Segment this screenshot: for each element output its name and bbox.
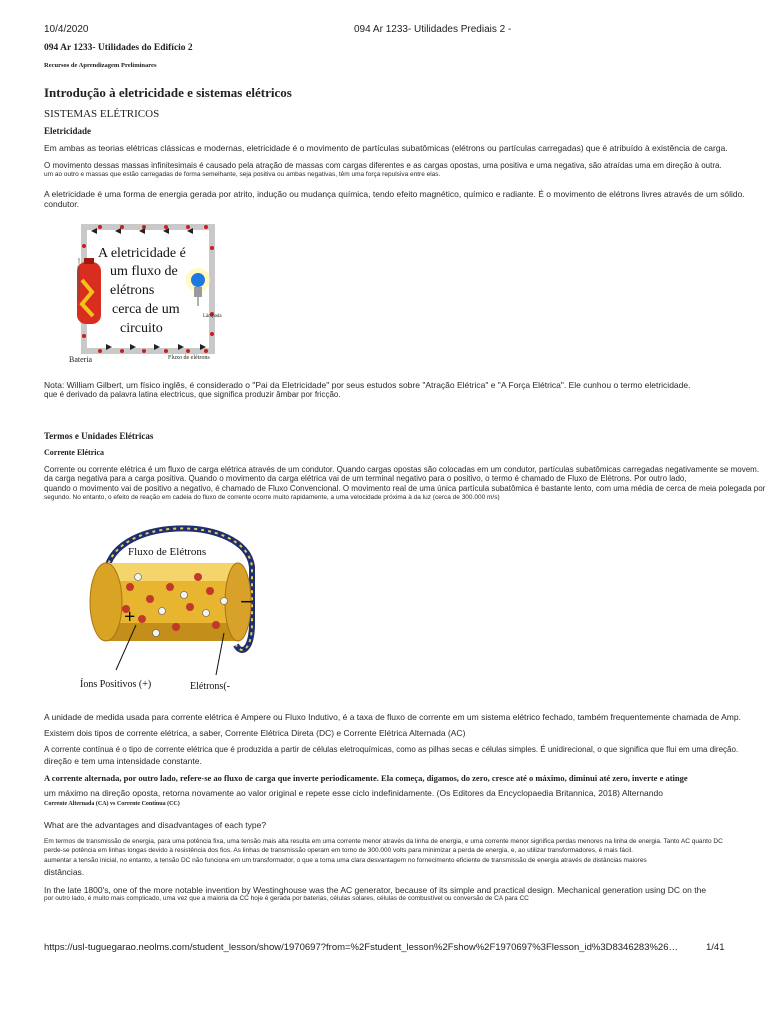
figure1-line2: um fluxo de <box>110 264 178 279</box>
ampere-definition: A unidade de medida usada para corrente elétrica é Ampere ou Fluxo Indutivo, é a taxa de fluxo de corrente em um sistema elétrico fechado, também frequentemente chamada de Amp. <box>44 712 741 722</box>
advantages-question: What are the advantages and disadvantages of each type? <box>44 820 267 830</box>
note-line-2: que é derivado da palavra latina electricus, que significa produzir âmbar por fricção. <box>44 390 341 399</box>
section-label: Eletricidade <box>44 126 91 136</box>
electron-flow-label: Fluxo de Elétrons <box>128 546 207 558</box>
paragraph-electricity-2a: O movimento dessas massas infinitesimais é causado pela atração de massas com cargas diferentes e as cargas opostas, uma positiva e uma negativa, são atraídas uma em direção à outra. <box>44 161 722 170</box>
lamp-label: Lâmpada <box>203 314 222 319</box>
dc-definition-1: A corrente contínua é o tipo de corrente elétrica que é produzida a partir de células eletroquímicas, como as pilhas secas e células simples. É unidirecional, o que significa que flui em uma direção. <box>44 745 739 754</box>
positive-ions-label: Íons Positivos (+) <box>80 679 152 690</box>
ac-vs-dc-caption: Corrente Alternada (CA) vs Corrente Contínua (CC) <box>44 801 180 807</box>
figure1-line4: cerca de um <box>112 302 180 317</box>
ac-definition-1: A corrente alternada, por outro lado, refere-se ao fluxo de carga que inverte periodicamente. Ela começa, digamos, do zero, cresce até o máximo, diminui até zero, inverte e atinge <box>44 773 688 783</box>
current-definition-1: Corrente ou corrente elétrica é um fluxo de carga elétrica através de um condutor. Quando cargas opostas são colocadas em um condutor, partículas subatômicas carregadas negativamente se movem. <box>44 465 760 474</box>
figure1-line1: A eletricidade é <box>98 246 186 261</box>
paragraph-electricity-2b: um ao outro e massas que estão carregadas de forma semelhante, seja positiva ou ambas negativas, têm uma força repulsiva entre elas. <box>44 171 441 178</box>
ac-definition-2: um máximo na direção oposta, retorna novamente ao valor original e repete esse ciclo indefinidamente. (Os Editores da Encyclopaedia Britannica, 2018) Alternando <box>44 788 663 798</box>
section-subheading: SISTEMAS ELÉTRICOS <box>44 108 160 120</box>
figure1-line5: circuito <box>120 321 163 336</box>
transmission-paragraph-3: aumentar a tensão inicial, no entanto, a tensão DC não funciona em um transformador, o que a torna uma clara desvantagem no fornecimento eficiente de transmissão de energia através de distâncias maiores <box>44 857 647 864</box>
print-title: 094 Ar 1233- Utilidades Prediais 2 - <box>354 24 512 35</box>
minus-sign: − <box>240 589 253 614</box>
paragraph-electricity-3b: condutor. <box>44 199 79 209</box>
plus-sign: + <box>124 606 136 628</box>
course-title: 094 Ar 1233- Utilidades do Edifício 2 <box>44 43 193 53</box>
figure1-line3: elétrons <box>110 283 155 298</box>
paragraph-electricity-1: Em ambas as teorias elétricas clássicas e modernas, eletricidade é o movimento de partículas subatômicas (elétrons ou partículas carregadas) que é atribuído à existência de carga. <box>44 143 728 153</box>
circuit-figure <box>60 218 240 366</box>
electrons-label: Elétrons(- <box>190 681 230 692</box>
print-date: 10/4/2020 <box>44 24 89 35</box>
current-definition-4: segundo. No entanto, o efeito de reação em cadeia do fluxo de corrente ocorre muito rapidamente, a uma velocidade próxima à da luz (cerca de 300.000 m/s) <box>44 494 500 501</box>
westinghouse-line-2: por outro lado, é muito mais complicado, uma vez que a maioria da CC hoje é gerada por baterias, células solares, células de combustível ou conversão de CA para CC <box>44 895 529 902</box>
terms-heading: Termos e Unidades Elétricas <box>44 431 154 441</box>
current-definition-3: quando o movimento vai de positivo a negativo, é chamado de Fluxo Convencional. O movimento real de uma única partícula subatômica é bastante lento, com uma média de cerca de meia polegada por <box>44 484 766 493</box>
current-types: Existem dois tipos de corrente elétrica, a saber, Corrente Elétrica Direta (DC) e Corrente Elétrica Alternada (AC) <box>44 728 466 738</box>
flow-label: Fluxo de elétrons <box>168 355 210 361</box>
electron-flow-figure <box>66 505 270 695</box>
page-number: 1/41 <box>706 942 725 953</box>
transmission-paragraph-1: Em termos de transmissão de energia, para uma potência fixa, uma tensão mais alta resulta em uma corrente menor através da linha de energia, e uma corrente menor significa perdas menores na linha de energia. Tanto AC quanto DC <box>44 838 723 845</box>
transmission-paragraph-2: perde-se potência em linhas longas devido à resistência dos fios. As linhas de transmissão operam em torno de 300.000 volts para minimizar a perda de energia, e, ao utilizar transformadores, é mais fácil. <box>44 847 633 854</box>
note-line-1: Nota: William Gilbert, um físico inglês, é considerado o "Pai da Eletricidade" por seus estudos sobre "Atração Elétrica" e "A Força Elétrica". Ele cunhou o termo eletricidade. <box>44 380 691 390</box>
transmission-paragraph-4: distâncias. <box>44 867 85 877</box>
terms-subheading: Corrente Elétrica <box>44 448 105 457</box>
page-heading: Introdução à eletricidade e sistemas elétricos <box>44 85 292 100</box>
print-url[interactable]: https://usl-tuguegarao.neolms.com/student_lesson/show/1970697?from=%2Fstudent_lesson%2Fshow%2F1970697%3Flesson_id%3D8346283%26… <box>44 942 678 953</box>
current-definition-2: da carga negativa para a carga positiva. Quando o movimento da carga elétrica vai de um terminal negativo para o positivo, o termo é chamado de Fluxo de Elétrons. Por outro lado, <box>44 474 687 483</box>
figure1-watermark: www.explainthatstuff.com <box>76 257 81 300</box>
course-subtitle: Recursos de Aprendizagem Preliminares <box>44 62 157 69</box>
westinghouse-line-1: In the late 1800's, one of the more notable invention by Westinghouse was the AC generator, because of its simple and practical design. Mechanical generation using DC on the <box>44 885 707 895</box>
paragraph-electricity-3a: A eletricidade é uma forma de energia gerada por atrito, indução ou mudança química, tendo efeito magnético, químico e radiante. É o movimento de elétrons livres através de um sólido. <box>44 189 745 199</box>
dc-definition-2: direção e tem uma intensidade constante. <box>44 756 202 766</box>
battery-label: Bateria <box>69 355 93 364</box>
